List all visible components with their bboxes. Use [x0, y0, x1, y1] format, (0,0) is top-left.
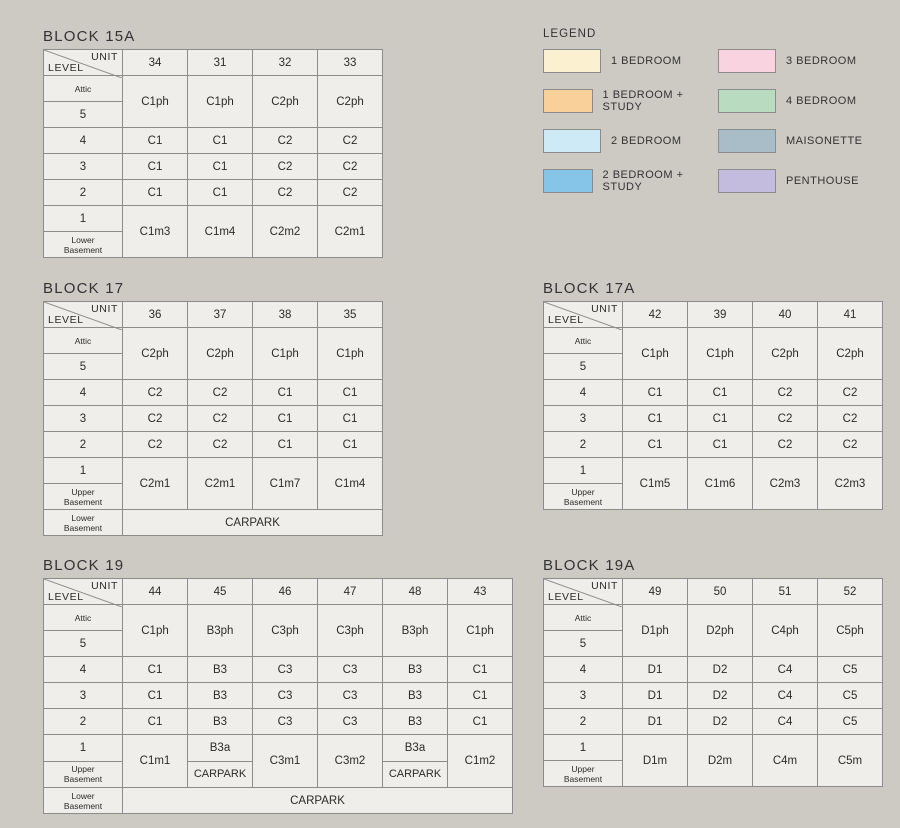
- table-row: [44, 206, 383, 232]
- unit-cell: C3: [253, 657, 318, 683]
- unit-cell: C2m3: [753, 458, 818, 510]
- legend-swatch-4br: [718, 89, 776, 113]
- unit-cell: C1ph: [448, 605, 513, 657]
- block-17a: [543, 280, 883, 510]
- level-label: 5: [44, 631, 123, 657]
- block-title: BLOCK 15A: [43, 28, 136, 45]
- legend-label: 4 BEDROOM: [786, 95, 857, 107]
- unit-cell: C3: [253, 709, 318, 735]
- level-label: Upper Basement: [44, 484, 123, 510]
- level-label: 2: [544, 432, 623, 458]
- corner-level-label: LEVEL: [48, 591, 84, 603]
- legend-label: 2 BEDROOM: [611, 135, 682, 147]
- level-label: 5: [544, 631, 623, 657]
- legend-label: 2 BEDROOM + STUDY: [602, 169, 684, 193]
- table-header-row: [44, 579, 513, 605]
- level-label: 2: [44, 432, 123, 458]
- block-19a: [543, 557, 883, 787]
- unit-cell: C1: [123, 154, 188, 180]
- corner-unit-label: UNIT: [591, 580, 618, 592]
- unit-cell: C1: [623, 432, 688, 458]
- level-label: Attic: [44, 76, 123, 102]
- table-row: [44, 154, 383, 180]
- legend-label: 1 BEDROOM + STUDY: [602, 89, 684, 113]
- table-header-row: [544, 579, 883, 605]
- unit-header: 41: [818, 302, 883, 328]
- unit-header: 44: [123, 579, 188, 605]
- unit-cell: C2ph: [818, 328, 883, 380]
- unit-cell: C2: [818, 432, 883, 458]
- block-title: BLOCK 19: [43, 557, 125, 574]
- unit-cell: C5ph: [818, 605, 883, 657]
- unit-cell: C2: [123, 406, 188, 432]
- carpark-cell: CARPARK: [123, 510, 383, 536]
- unit-cell: C2: [753, 380, 818, 406]
- unit-cell: C2ph: [253, 76, 318, 128]
- unit-cell: C1: [188, 180, 253, 206]
- unit-cell: C1: [188, 154, 253, 180]
- unit-cell: C4: [753, 657, 818, 683]
- table-row: [44, 683, 513, 709]
- legend-swatch-2br: [543, 129, 601, 153]
- level-label: Upper Basement: [544, 484, 623, 510]
- unit-cell: C5: [818, 657, 883, 683]
- table-row: [44, 128, 383, 154]
- table-row: [44, 657, 513, 683]
- unit-header: 50: [688, 579, 753, 605]
- unit-cell: C1: [448, 657, 513, 683]
- legend-item: [543, 89, 708, 113]
- level-label: 5: [544, 354, 623, 380]
- unit-cell: D2ph: [688, 605, 753, 657]
- table-row: [44, 380, 383, 406]
- unit-cell: C2: [753, 432, 818, 458]
- legend-item: [543, 169, 708, 193]
- unit-cell: C1: [623, 406, 688, 432]
- unit-cell: C1ph: [188, 76, 253, 128]
- unit-cell: B3: [188, 709, 253, 735]
- unit-cell: C2m3: [818, 458, 883, 510]
- unit-cell: C1ph: [123, 605, 188, 657]
- level-label: 4: [44, 657, 123, 683]
- table-row: [44, 180, 383, 206]
- legend-item: [543, 49, 708, 73]
- unit-cell: B3: [188, 657, 253, 683]
- unit-header: 40: [753, 302, 818, 328]
- unit-cell: D2m: [688, 735, 753, 787]
- unit-cell-sublabel: CARPARK: [188, 761, 252, 787]
- table-row: [544, 735, 883, 761]
- legend-item: [543, 129, 708, 153]
- legend-title: LEGEND: [543, 28, 597, 40]
- unit-cell: C1ph: [253, 328, 318, 380]
- unit-cell: C2: [253, 128, 318, 154]
- block-title: BLOCK 17A: [543, 280, 636, 297]
- table-row: [544, 709, 883, 735]
- block-title: BLOCK 19A: [543, 557, 636, 574]
- legend-item: [718, 49, 883, 73]
- corner-level-label: LEVEL: [48, 62, 84, 74]
- level-label: 2: [44, 180, 123, 206]
- unit-cell: C1m4: [188, 206, 253, 258]
- unit-cell: D1: [623, 657, 688, 683]
- level-label: Attic: [44, 328, 123, 354]
- unit-header: 34: [123, 50, 188, 76]
- table-row: [44, 788, 513, 814]
- table-row: [44, 406, 383, 432]
- level-label: 1: [44, 735, 123, 762]
- unit-cell: B3ph: [383, 605, 448, 657]
- legend-swatch-1br: [543, 49, 601, 73]
- unit-cell: C2: [253, 180, 318, 206]
- unit-cell: C1m7: [253, 458, 318, 510]
- table-row: [44, 709, 513, 735]
- unit-grid: [543, 301, 883, 510]
- level-label: 3: [44, 683, 123, 709]
- unit-cell: C1: [188, 128, 253, 154]
- unit-cell: B3: [383, 657, 448, 683]
- unit-header: 42: [623, 302, 688, 328]
- level-label: Attic: [544, 605, 623, 631]
- unit-cell: C2m1: [188, 458, 253, 510]
- corner-header: [44, 50, 123, 76]
- unit-cell: C1: [448, 683, 513, 709]
- unit-header: 39: [688, 302, 753, 328]
- unit-cell: C3ph: [318, 605, 383, 657]
- unit-cell: D2: [688, 683, 753, 709]
- unit-cell: C1: [253, 432, 318, 458]
- block-15a: [43, 28, 383, 258]
- unit-cell: C3ph: [253, 605, 318, 657]
- table-row: [544, 432, 883, 458]
- unit-cell-label: B3a: [404, 742, 426, 754]
- unit-cell: C5m: [818, 735, 883, 787]
- unit-cell: C1: [318, 406, 383, 432]
- unit-cell: C2: [123, 432, 188, 458]
- unit-cell: D1: [623, 683, 688, 709]
- level-label: 4: [44, 380, 123, 406]
- unit-cell: C1: [688, 406, 753, 432]
- unit-cell: C2ph: [123, 328, 188, 380]
- corner-header: [544, 579, 623, 605]
- unit-cell: C1ph: [688, 328, 753, 380]
- unit-cell: [188, 735, 253, 788]
- legend-swatch-3br: [718, 49, 776, 73]
- unit-cell-label: B3a: [209, 742, 231, 754]
- corner-unit-label: UNIT: [91, 303, 118, 315]
- unit-cell: C2: [188, 406, 253, 432]
- unit-header: 31: [188, 50, 253, 76]
- table-row: [44, 735, 513, 762]
- level-label: 2: [44, 709, 123, 735]
- legend-label: PENTHOUSE: [786, 175, 859, 187]
- unit-cell: C1: [318, 380, 383, 406]
- unit-cell: C1: [623, 380, 688, 406]
- corner-header: [544, 302, 623, 328]
- level-label: 3: [544, 683, 623, 709]
- unit-cell: C1m5: [623, 458, 688, 510]
- level-label: 5: [44, 102, 123, 128]
- unit-cell-sublabel: CARPARK: [383, 761, 447, 787]
- unit-grid: [43, 578, 513, 814]
- unit-cell: C2ph: [188, 328, 253, 380]
- level-label: Upper Basement: [544, 761, 623, 787]
- unit-header: 49: [623, 579, 688, 605]
- unit-cell: C1: [448, 709, 513, 735]
- corner-level-label: LEVEL: [548, 591, 584, 603]
- unit-cell: C1m3: [123, 206, 188, 258]
- unit-cell: C3m2: [318, 735, 383, 788]
- unit-cell: B3ph: [188, 605, 253, 657]
- unit-cell: C1: [318, 432, 383, 458]
- corner-header: [44, 302, 123, 328]
- unit-cell: D1ph: [623, 605, 688, 657]
- unit-cell: C1ph: [123, 76, 188, 128]
- unit-header: 51: [753, 579, 818, 605]
- unit-cell: C2: [318, 128, 383, 154]
- level-label: 5: [44, 354, 123, 380]
- table-row: [544, 328, 883, 354]
- unit-cell: C4: [753, 683, 818, 709]
- block-title: BLOCK 17: [43, 280, 125, 297]
- corner-level-label: LEVEL: [48, 314, 84, 326]
- legend-item: [718, 169, 883, 193]
- unit-cell: C1m2: [448, 735, 513, 788]
- level-label: 3: [44, 154, 123, 180]
- unit-header: 38: [253, 302, 318, 328]
- level-label: 1: [44, 458, 123, 484]
- unit-cell: C2: [188, 432, 253, 458]
- corner-header: [44, 579, 123, 605]
- unit-cell: C1: [253, 380, 318, 406]
- unit-cell: C2m2: [253, 206, 318, 258]
- unit-cell: C2: [253, 154, 318, 180]
- unit-cell: C1m4: [318, 458, 383, 510]
- legend-swatch-1brs: [543, 89, 593, 113]
- unit-cell: C4m: [753, 735, 818, 787]
- corner-unit-label: UNIT: [91, 580, 118, 592]
- unit-cell: C3: [318, 683, 383, 709]
- table-header-row: [544, 302, 883, 328]
- unit-grid: [543, 578, 883, 787]
- unit-cell: C3: [318, 657, 383, 683]
- unit-grid: [43, 49, 383, 258]
- table-row: [44, 605, 513, 631]
- unit-cell: C2: [318, 180, 383, 206]
- level-label: 4: [544, 380, 623, 406]
- legend-swatch-mais: [718, 129, 776, 153]
- legend-items: [543, 49, 883, 193]
- table-header-row: [44, 302, 383, 328]
- unit-cell: C4ph: [753, 605, 818, 657]
- unit-header: 35: [318, 302, 383, 328]
- unit-cell: C1: [123, 657, 188, 683]
- unit-header: 52: [818, 579, 883, 605]
- unit-cell: C2: [123, 380, 188, 406]
- unit-cell: C2m1: [318, 206, 383, 258]
- legend-label: MAISONETTE: [786, 135, 863, 147]
- unit-header: 46: [253, 579, 318, 605]
- unit-cell: C5: [818, 709, 883, 735]
- unit-cell: C2ph: [753, 328, 818, 380]
- unit-cell: [383, 735, 448, 788]
- table-row: [44, 432, 383, 458]
- unit-cell: B3: [188, 683, 253, 709]
- table-row: [544, 380, 883, 406]
- unit-cell: C1: [688, 380, 753, 406]
- legend-swatch-2brs: [543, 169, 593, 193]
- unit-cell: D2: [688, 657, 753, 683]
- table-row: [544, 406, 883, 432]
- level-label: Upper Basement: [44, 761, 123, 788]
- block-17: [43, 280, 383, 536]
- unit-header: 43: [448, 579, 513, 605]
- unit-cell: C2: [753, 406, 818, 432]
- unit-header: 36: [123, 302, 188, 328]
- level-label: Lower Basement: [44, 510, 123, 536]
- unit-cell: C3: [318, 709, 383, 735]
- unit-cell: C2m1: [123, 458, 188, 510]
- level-label: Lower Basement: [44, 788, 123, 814]
- unit-cell: B3: [383, 683, 448, 709]
- unit-cell: D2: [688, 709, 753, 735]
- level-label: 3: [544, 406, 623, 432]
- unit-cell: C1m1: [123, 735, 188, 788]
- legend: [543, 28, 883, 193]
- unit-cell: C1: [123, 683, 188, 709]
- unit-grid: [43, 301, 383, 536]
- unit-cell: B3: [383, 709, 448, 735]
- level-label: Attic: [544, 328, 623, 354]
- level-label: 1: [544, 735, 623, 761]
- corner-unit-label: UNIT: [591, 303, 618, 315]
- level-label: 1: [544, 458, 623, 484]
- unit-header: 48: [383, 579, 448, 605]
- table-header-row: [44, 50, 383, 76]
- table-row: [44, 510, 383, 536]
- legend-item: [718, 129, 883, 153]
- legend-label: 3 BEDROOM: [786, 55, 857, 67]
- corner-level-label: LEVEL: [548, 314, 584, 326]
- table-row: [44, 328, 383, 354]
- unit-cell: C1ph: [318, 328, 383, 380]
- unit-cell: C2: [818, 406, 883, 432]
- table-row: [544, 683, 883, 709]
- unit-cell: C1: [123, 180, 188, 206]
- legend-item: [718, 89, 883, 113]
- level-label: Attic: [44, 605, 123, 631]
- unit-cell: C1: [688, 432, 753, 458]
- level-label: 4: [544, 657, 623, 683]
- level-label: 3: [44, 406, 123, 432]
- level-label: 4: [44, 128, 123, 154]
- level-label: Lower Basement: [44, 232, 123, 258]
- unit-cell: C1ph: [623, 328, 688, 380]
- unit-header: 33: [318, 50, 383, 76]
- legend-swatch-ph: [718, 169, 776, 193]
- corner-unit-label: UNIT: [91, 51, 118, 63]
- level-label: 2: [544, 709, 623, 735]
- unit-cell: C2: [318, 154, 383, 180]
- table-row: [44, 458, 383, 484]
- unit-cell: D1m: [623, 735, 688, 787]
- unit-cell: C2ph: [318, 76, 383, 128]
- unit-cell: C2: [188, 380, 253, 406]
- unit-cell: C1: [123, 709, 188, 735]
- unit-cell: C4: [753, 709, 818, 735]
- unit-cell: C3: [253, 683, 318, 709]
- unit-cell: C5: [818, 683, 883, 709]
- unit-cell: C2: [818, 380, 883, 406]
- unit-cell: D1: [623, 709, 688, 735]
- level-label: 1: [44, 206, 123, 232]
- table-row: [544, 605, 883, 631]
- carpark-cell: CARPARK: [123, 788, 513, 814]
- unit-header: 32: [253, 50, 318, 76]
- unit-header: 45: [188, 579, 253, 605]
- legend-label: 1 BEDROOM: [611, 55, 682, 67]
- unit-cell: C1: [123, 128, 188, 154]
- unit-header: 47: [318, 579, 383, 605]
- table-row: [44, 76, 383, 102]
- unit-cell: C1m6: [688, 458, 753, 510]
- unit-cell: C3m1: [253, 735, 318, 788]
- table-row: [544, 657, 883, 683]
- table-row: [544, 458, 883, 484]
- unit-header: 37: [188, 302, 253, 328]
- unit-cell: C1: [253, 406, 318, 432]
- block-19: [43, 557, 513, 814]
